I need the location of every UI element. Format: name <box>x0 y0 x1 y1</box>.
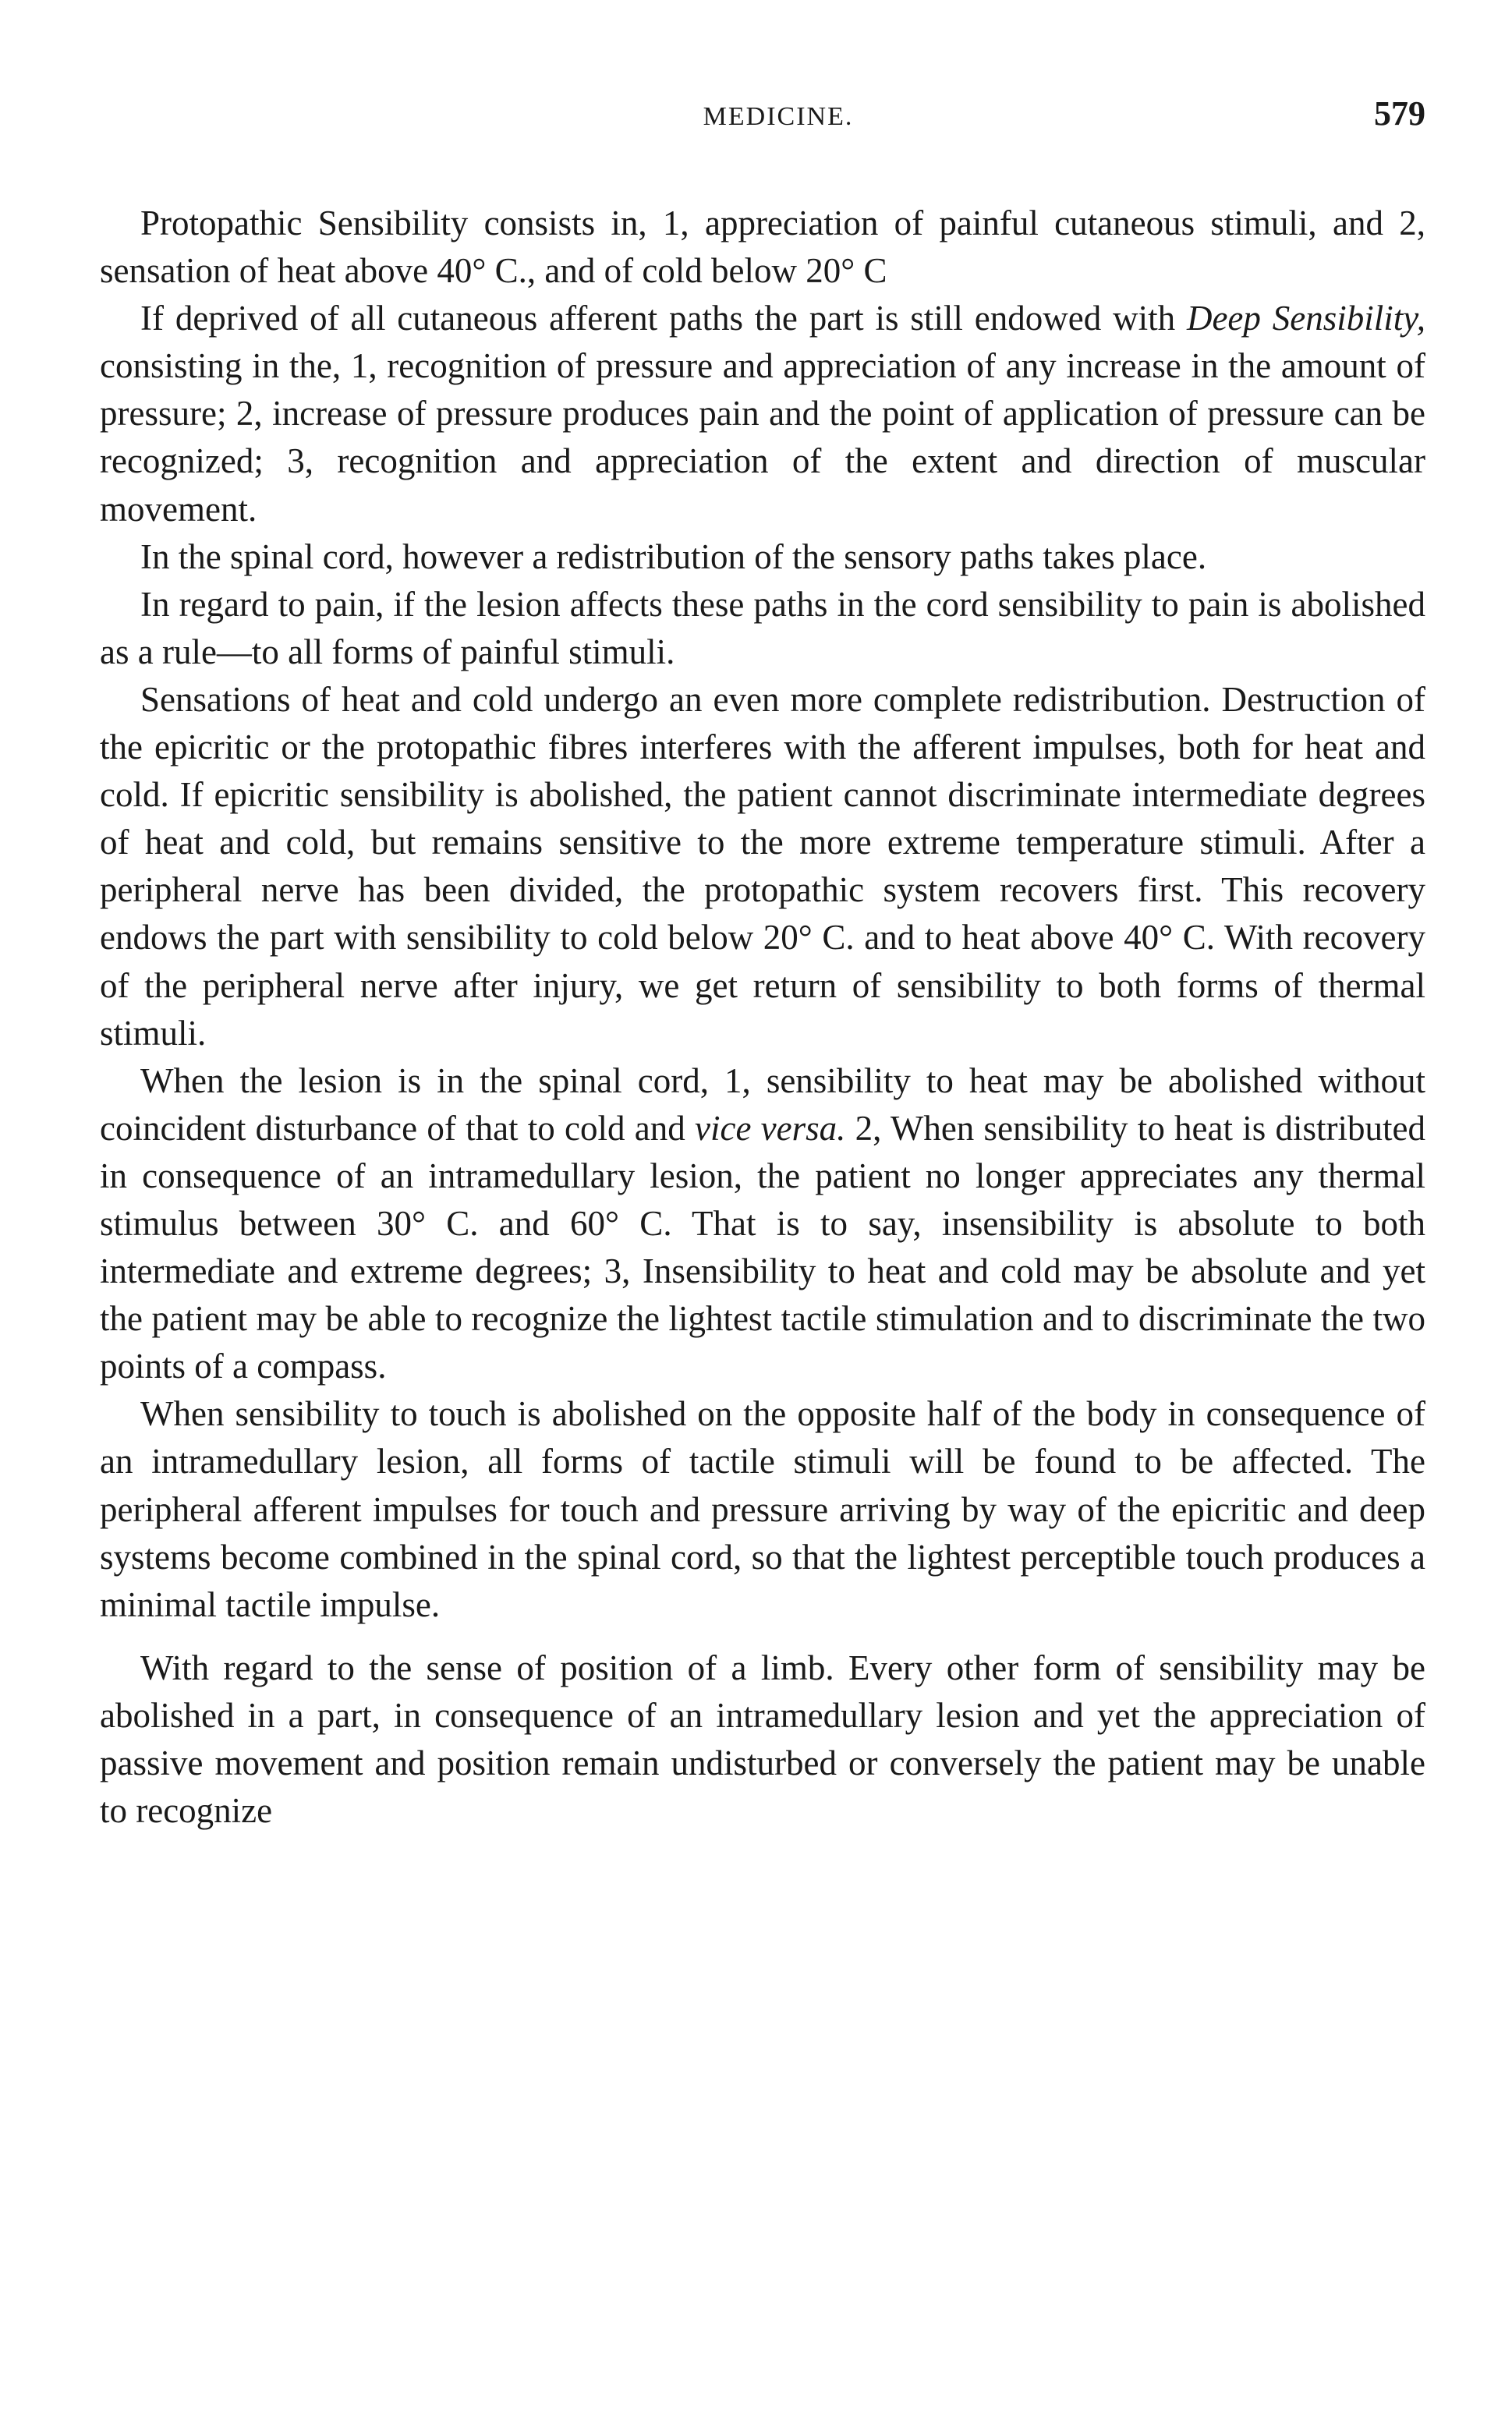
page-body <box>100 200 1425 1835</box>
paragraph-text-after: 2, When sensibility to heat is distributed in consequence of an intramedullary lesion, the patient no longer appreciates any thermal stimulus between 30° C. and 60° C. That is to say, insensibility is absolute to both intermediate and extreme degrees; 3, Insensibility to heat and cold may be absolute and yet the patient may be able to recognize the lightest tactile stimulation and to discriminate the two points of a compass. <box>100 1108 1426 1386</box>
running-head: MEDICINE. <box>703 102 854 131</box>
paragraph-protopathic-sensibility <box>100 200 1425 295</box>
paragraph-text: Protopathic Sensibility consists in, 1, appreciation of painful cutaneous stimuli, and 2, sensation of heat above 40° C., and of cold below 20° C <box>100 204 1425 291</box>
paragraph-text-before: If deprived of all cutaneous afferent paths the part is still endowed with <box>140 299 1187 338</box>
italic-term: Deep Sensibility, <box>1186 299 1425 338</box>
paragraph-pain <box>100 581 1425 676</box>
page-header <box>100 94 1425 156</box>
paragraph-text: When sensibility to touch is abolished on the opposite half of the body in consequence of an intramedullary lesion, all forms of tactile stimuli will be found to be affected. The peripheral afferent impulses for touch and pressure arriving by way of the epicritic and deep systems become combined in the spinal cord, so that the lightest perceptible touch produces a minimal tactile impulse. <box>100 1394 1425 1624</box>
paragraph-text: With regard to the sense of position of a limb. Every other form of sensibility may be abolished in a part, in consequence of an intramedullary lesion and yet the appreciation of passive movement and position remain undisturbed or conversely the patient may be unable to recognize <box>100 1648 1425 1831</box>
paragraph-touch <box>100 1390 1425 1628</box>
paragraph-text-before: When the lesion is in the spinal cord, 1, sensibility to heat may be abolished without coincident disturbance of that to cold and <box>100 1060 1425 1148</box>
paragraph-text: In regard to pain, if the lesion affects these paths in the cord sensibility to pain is abolished as a rule—to all forms of painful stimuli. <box>100 584 1425 671</box>
paragraph-text: In the spinal cord, however a redistribution of the sensory paths takes place. <box>140 536 1207 576</box>
paragraph-spinal-cord-lesion <box>100 1057 1425 1391</box>
italic-term: vice versa. <box>695 1108 846 1148</box>
paragraph-text-after: consisting in the, 1, recognition of pressure and appreciation of any increase in the amount of pressure; 2, increase of pressure produces pain and the point of application of pressure can be recognized; 3, recognition and appreciation of the extent and direction of muscular movement. <box>100 346 1425 529</box>
paragraph-spinal-cord-redistribution <box>100 533 1425 581</box>
paragraph-text: Sensations of heat and cold undergo an even more complete redistribution. Destruction of the epicritic or the protopathic fibres interferes with the afferent impulses, both for heat and cold. If epicritic sensibility is abolished, the patient cannot discriminate intermediate degrees of heat and cold, but remains sensitive to the more extreme temperature stimuli. After a peripheral nerve has been divided, the protopathic system recovers first. This recovery endows the part with sensibility to cold below 20° C. and to heat above 40° C. With recovery of the peripheral nerve after injury, we get return of sensibility to both forms of thermal stimuli. <box>100 679 1425 1053</box>
book-page <box>100 94 1425 1835</box>
page-number: 579 <box>1374 94 1425 133</box>
paragraph-position-sense <box>100 1644 1425 1835</box>
paragraph-heat-and-cold <box>100 676 1425 1057</box>
paragraph-deep-sensibility <box>100 295 1425 533</box>
